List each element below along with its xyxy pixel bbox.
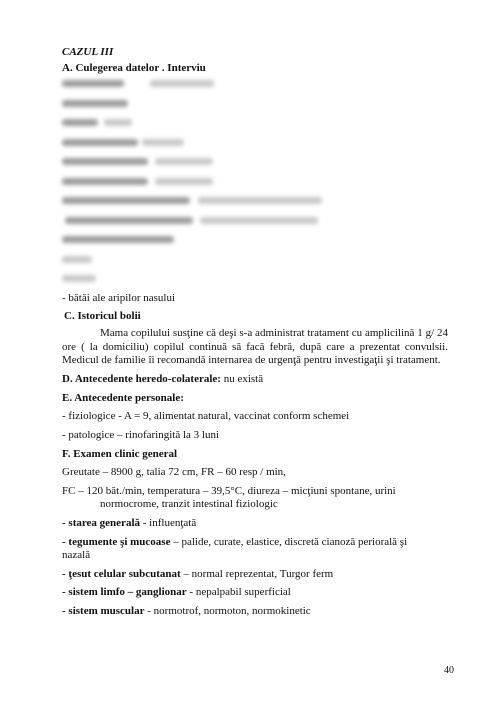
- blurred-value: [104, 119, 132, 126]
- blurred-value: [200, 217, 318, 224]
- section-e-heading: E. Antecedente personale:: [62, 391, 184, 404]
- blurred-line: [62, 173, 448, 193]
- section-c-heading: C. Istoricul bolii: [64, 310, 141, 323]
- blurred-line: [62, 153, 448, 173]
- tissue-line: [62, 568, 448, 582]
- blurred-label: [62, 80, 124, 87]
- general-state-value: - influenţată: [140, 517, 197, 530]
- case-title: CAZUL III: [62, 46, 114, 58]
- section-d-value: nu există: [220, 373, 264, 386]
- muscle-label: - sistem muscular: [62, 604, 145, 617]
- blurred-label: [62, 100, 128, 107]
- blurred-label: [62, 178, 148, 185]
- blurred-line: [62, 95, 448, 115]
- blurred-value: [150, 80, 214, 87]
- muscle-value: - normotrof, normoton, normokinetic: [144, 604, 311, 617]
- blurred-line: [62, 231, 448, 251]
- blurred-line: [62, 251, 448, 271]
- blurred-value: [155, 158, 213, 165]
- symptom-line: - bătăi ale aripilor nasului: [62, 291, 176, 304]
- pathological-line: - patologice – rinofaringită la 3 luni: [62, 429, 220, 442]
- blurred-label: [62, 197, 190, 204]
- section-f-heading: F. Examen clinic general: [62, 447, 178, 460]
- blurred-value: [62, 256, 92, 263]
- skin-label: - tegumente şi mucoase: [62, 535, 171, 548]
- vitals-line-1: Greutate – 8900 g, talia 72 cm, FR – 60 resp / min,: [62, 466, 286, 479]
- blurred-line: [62, 270, 448, 290]
- vitals-line-3: normocrome, tranzit intestinal fiziologic: [100, 498, 278, 511]
- blurred-value: [198, 197, 322, 204]
- muscle-line: [62, 605, 448, 619]
- skin-line-2: nazală: [62, 549, 91, 562]
- skin-value: – palide, curate, elastice, discretă cianoză periorală şi: [170, 535, 408, 548]
- blurred-label: [62, 236, 174, 243]
- blurred-label: [62, 119, 98, 126]
- vitals-line-2: FC – 120 băt./min, temperatura – 39,5°C, diureza – micţiuni spontane, urini: [62, 484, 396, 497]
- tissue-value: – normal reprezentat, Turgor ferm: [180, 567, 334, 580]
- blurred-line: [62, 212, 448, 232]
- physiological-line: - fiziologice - A = 9, alimentat natural, vaccinat conform schemei: [62, 410, 350, 423]
- blurred-label: [62, 158, 148, 165]
- history-paragraph: Mama copilului susţine că deşi s-a administrat tratament cu amplicilină 1 g/ 24 ore ( la domiciliu) copilul continuă să facă febră, după care a prezentat convulsii. Medicul de familie îi recomandă internarea de urgenţă pentru investigaţii şi tratament.: [62, 326, 448, 367]
- blurred-line: [62, 75, 448, 95]
- blurred-value: [62, 275, 96, 282]
- blurred-line: [62, 192, 448, 212]
- section-a-heading: A. Culegerea datelor . Interviu: [62, 61, 206, 74]
- blurred-line: [62, 134, 448, 154]
- general-state-line: [62, 517, 448, 531]
- skin-line: [62, 536, 448, 550]
- document-content: [62, 46, 448, 619]
- lymph-line: [62, 586, 448, 600]
- blurred-label: [65, 217, 193, 224]
- blurred-value: [142, 139, 184, 146]
- page-number: 40: [444, 665, 454, 676]
- tissue-label: - ţesut celular subcutanat: [62, 567, 181, 580]
- blurred-label: [62, 139, 138, 146]
- section-d-label: D. Antecedente heredo-colaterale:: [62, 373, 221, 386]
- blurred-line: [62, 114, 448, 134]
- lymph-label: - sistem limfo – ganglionar: [62, 586, 187, 599]
- blurred-value: [155, 178, 213, 185]
- section-d-line: [62, 373, 448, 387]
- general-state-label: - starea generală: [62, 517, 140, 530]
- lymph-value: - nepalpabil superficial: [186, 586, 291, 599]
